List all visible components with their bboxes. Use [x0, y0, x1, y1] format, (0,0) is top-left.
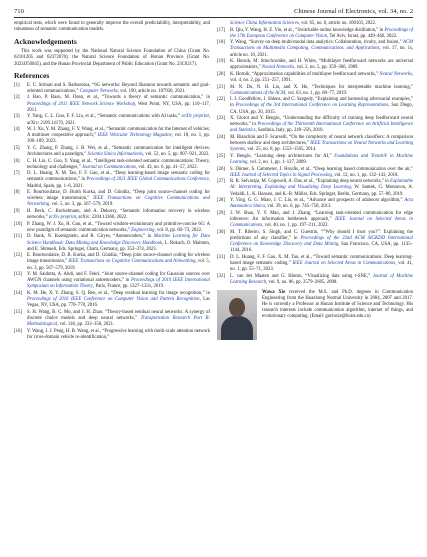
- reference-venue-link[interactable]: Proceedings of 2011 IEEE Network Science Workshop: [27, 101, 135, 107]
- reference-details: , Paris, France, pp. 1327–1331, 2019.: [93, 284, 165, 290]
- reference-list-right: [217, 21, 413, 286]
- reference-item: [217, 21, 413, 27]
- author-bio-body: received the M.S. and Ph.D. degrees in Communication Engineering from the Huazhong Normal University in 2004, 2007 and 2017. He is currently a Professor at Hunan Institute of Science and Technology. His research interests include communication algorithm, internet of things, and evolutionary computing.: [262, 289, 413, 320]
- reference-venue-link[interactable]: Proceedings of the 3rd International Conference on Learning Representations: [235, 103, 389, 109]
- reference-number: [26]: [217, 166, 225, 172]
- author-name: Wawa Xie: [262, 289, 286, 295]
- reference-item: [14, 190, 210, 208]
- reference-item: [14, 127, 210, 145]
- reference-text: C. H. Liu, C. Guo, Y. Yang, et al., “Intelligent task-oriented semantic communications: Theory, technology and challenges,”: [27, 158, 210, 170]
- reference-number: [4]: [14, 127, 20, 133]
- reference-details: , vol. 39, no. 6, pp. 745–758, 2013.: [264, 204, 332, 210]
- reference-item: [217, 274, 413, 286]
- reference-text: Y. Ying, G. G. Miao, J. C. Liu, et al., “Advance and prospects of adaboost algorithm,”: [230, 198, 405, 204]
- reference-number: [14]: [14, 291, 22, 297]
- reference-item: [217, 59, 413, 71]
- reference-number: [25]: [217, 153, 225, 159]
- reference-number: [19]: [217, 59, 225, 65]
- reference-item: [217, 179, 413, 197]
- reference-text: J. Bao, P. Basu, M. Dean, et al., “Towards a theory of semantic communication,” in: [27, 95, 210, 101]
- reference-item: [14, 234, 210, 252]
- reference-details: , vol. 190, article no. 107930, 2021.: [117, 88, 186, 94]
- reference-number: [3]: [14, 114, 20, 120]
- reference-item: [217, 85, 413, 97]
- reference-text: D. Bank, N. Koenigstein, and R. Giryes, “Autoencoders,” in: [27, 234, 154, 240]
- reference-number: [21]: [217, 84, 225, 90]
- reference-details: , San Francisco, CA, USA, pp. 1135–1144, 2016.: [230, 241, 413, 254]
- reference-details: , vol. 43, no. 6, pp. 41–57, 2022.: [135, 164, 198, 170]
- reference-venue-link[interactable]: Proceedings of the Thirteenth International Conference on Artificial Intelligence and Statistics: [230, 122, 413, 134]
- reference-details: , vol. 2, no. 1, pp. 1–127, 2009.: [247, 159, 307, 165]
- left-column: [14, 21, 210, 341]
- reference-text: M. T. Ribeiro, S. Singh, and C. Guestrin, “”Why should I trust you?”: Explaining the predictions of any classifier,” in: [230, 229, 413, 241]
- reference-text: K. Hornik, “Approximation capabilities of multilayer feedforward networks,”: [230, 71, 380, 77]
- reference-text: D. L. Huang, F. F. Gao, X. M. Tao, et al., “Toward semantic communications: Deep learning-based image semantic coding,”: [230, 254, 413, 266]
- reference-venue-link[interactable]: Proceedings of the 22nd ACM SIGKDD International Conference on Knowledge Discovery and Data Mining: [230, 235, 413, 247]
- reference-details: , arXiv: 2109.14170, 2021.: [27, 114, 210, 126]
- reference-item: [217, 198, 413, 210]
- reference-number: [27]: [217, 179, 225, 185]
- reference-text: S. H. Wang, B. C. Mo, and J. H. Zhao, “Theory-based residual neural networks: A synergy of discrete choice models and deep neural networks,”: [27, 309, 210, 322]
- author-bio-text: [262, 290, 413, 340]
- header-rule: [14, 17, 413, 18]
- author-bio: [217, 290, 413, 340]
- reference-venue-link[interactable]: Journal of Machine Learning Research: [230, 273, 413, 285]
- reference-text: J. W. Shao, Y. Y. Mao, and J. Zhang, “Learning task-oriented communication for edge inference: An information bottleneck approach,”: [230, 210, 413, 222]
- reference-number: [32]: [217, 273, 225, 279]
- reference-text: Y. Wang, J. J. Peng, H. B. Wang, et al., “Progressive learning with multi-scale attention network for cross-domain vehicle re-identification,”: [27, 328, 210, 340]
- reference-venue-link[interactable]: arXiv preprint: [181, 114, 209, 120]
- reference-venue-link[interactable]: Proceedings of 2021 IEEE Global Communications Conference: [86, 177, 209, 183]
- reference-venue-link[interactable]: Foundations and Trends® in Machine Learning: [230, 153, 414, 165]
- reference-details: , L. Rokach, O. Maimon, and E. Shmueli, Eds. Springer, Cham, Germany, pp. 353–374, 2023.: [27, 240, 210, 252]
- running-header: [14, 6, 413, 16]
- reference-number: [24]: [217, 134, 225, 140]
- reference-details: , vol. 5, no. 3, pp. 567–579, 2019.: [27, 259, 210, 271]
- reference-venue-link[interactable]: Transportation Research Part B: Methodological: [27, 316, 210, 328]
- reference-item: [14, 171, 210, 189]
- reference-venue-link[interactable]: IEEE Transactions on Cognitive Communications and Networking: [27, 196, 211, 208]
- reference-number: [18]: [217, 40, 225, 46]
- reference-venue-link[interactable]: Machine Learning for Data Science Handbook: Data Mining and Knowledge Discovery Handbook: [27, 234, 210, 246]
- reference-text: E. C. Strinati and S. Barbarossa, “6G networks: Beyond Shannon towards semantic and goal-oriented communications,”: [27, 82, 210, 94]
- reference-text: H. Beck, C. Bockelmann, and A. Dekorsy, “Semantic information recovery in wireless networks,”: [27, 209, 210, 221]
- reference-details: , vol. 5, no. 3, pp. 567–579, 2019.: [49, 202, 114, 208]
- right-column: [217, 21, 413, 340]
- reference-text: D. L. Huang, X. M. Tao, F. F. Gao, et al., “Deep learning-based image semantic coding for semantic communications,” in: [27, 171, 210, 183]
- reference-number: [16]: [14, 328, 22, 334]
- reference-details: , vol. 146, pp. 333–358, 2021.: [57, 322, 115, 328]
- reference-details: , vol. 41, no. 1, pp. 55–71, 2023.: [230, 260, 413, 272]
- reference-details: , vol. 18, no. 1, pp. 100–109, 2023.: [27, 133, 210, 145]
- reference-venue-link[interactable]: IEEE Journal of Selected Topics in Signal Processing: [230, 172, 332, 178]
- reference-details: , vol. 9, no. 86, pp. 2579–2605, 2008.: [266, 279, 338, 285]
- reference-number: [22]: [217, 97, 225, 103]
- reference-number: [2]: [14, 95, 20, 101]
- reference-venue-link[interactable]: Proceedings of the 17th European Conference on Computer Vision: [230, 27, 413, 39]
- reference-venue-link[interactable]: IEEE Journal on Selected Areas in Communications: [230, 216, 413, 229]
- reference-number: [6]: [14, 158, 20, 164]
- reference-text: P. Zhang, W. J. Xu, H. Gao, et al., “Toward wisdom-evolutionary and primitive-concise 6G: A new paradigm of semantic communication networks,”: [27, 221, 210, 233]
- reference-details: , Tel Aviv, Israel, pp. 449–466, 2022.: [327, 33, 398, 39]
- reference-text: E. Bourtsoulatze, D. B. Kurka, and D. Gündüz, “Deep joint source-channel coding for wireless image transmission,”: [27, 253, 210, 265]
- intro-paragraph: empirical tests, which were found to generally improve the overall predictability, interpretability, and robustness of semantic communication models.: [14, 21, 210, 33]
- reference-item: [14, 209, 210, 221]
- ack-paragraph: This work was supported by the National Natural Science Foundation of China (Grant No. 62101205 and 62372070), the Natural Science Foundation of Hunan Province (Grant No. 2023JJ50045), and the Hunan Provincial Department of Public Education (Grant No. 23C0217).: [14, 49, 210, 67]
- reference-text: R. R. Selvaraju, M. Cogswell, A. Das, et al., “Explaining deep neural networks,” in: [230, 179, 391, 185]
- reference-details: , vol. 12, no. 1, pp. 132–143, 2018.: [331, 172, 399, 178]
- reference-item: [217, 230, 413, 255]
- reference-details: , Sardinia, Italy, pp. 249–256, 2010.: [255, 128, 324, 134]
- reference-details: , vol. 65, no. 6, article no. 160103, 2022.: [298, 21, 377, 26]
- reference-item: [217, 116, 413, 134]
- reference-number: [17]: [217, 27, 225, 33]
- reference-text: E. Bourtsoulatze, D. Burth Kurka, and D. Gündüz, “Deep joint source-channel coding for wireless image transmission,”: [27, 190, 210, 202]
- reference-text: Y. Bengio, “Learning deep architectures for AI,”: [230, 153, 335, 159]
- reference-text: L. van der Maaten and G. Hinton, “Visualizing data using t-SNE,”: [230, 273, 373, 279]
- reference-text: S. Dörner, S. Cammerer, J. Hoydis, et al., “Deep learning based communication over the air,”: [230, 166, 413, 172]
- reference-venue-link[interactable]: Explainable AI: Interpreting, Explaining and Visualizing Deep Learning: [230, 179, 413, 191]
- reference-venue-link[interactable]: Science China Information Sciences: [230, 21, 299, 26]
- reference-number: [8]: [14, 190, 20, 196]
- reference-number: [9]: [14, 209, 20, 215]
- reference-text: K. Hornik, M. Stinchcombe, and H. White, “Multilayer feedforward networks are universal approximators,”: [230, 59, 413, 71]
- reference-venue-link[interactable]: IEEE Transactions on Neural Networks and Learning Systems: [230, 141, 413, 153]
- reference-text: B. Qiu, Y. Wang, H. Z. Yin, et al., “Switchable online knowledge distillation,” in: [230, 27, 385, 33]
- reference-venue-link[interactable]: Proceedings of 2019 IEEE International Symposium on Information Theory: [27, 278, 210, 290]
- reference-venue-link[interactable]: arXiv preprint: [48, 215, 77, 221]
- reference-details: , West Point, NY, USA, pp. 110–117, 2011.: [27, 101, 210, 113]
- reference-text: M. N. Du, N. H. Liu, and X. Hu, “Techniques for interpretable machine learning,”: [230, 84, 413, 90]
- reference-number: [28]: [217, 198, 225, 204]
- reference-number: [20]: [217, 71, 225, 77]
- reference-number: [30]: [217, 229, 225, 235]
- reference-venue-link[interactable]: Communications of the ACM: [230, 90, 286, 96]
- reference-item: [217, 167, 413, 179]
- reference-number: [10]: [14, 221, 22, 227]
- reference-details: , San Diego, CA, USA, pp. 20, 2015.: [230, 103, 413, 115]
- reference-item: [217, 72, 413, 84]
- reference-number: [29]: [217, 210, 225, 216]
- reference-number: [5]: [14, 145, 20, 151]
- reference-text: I. J. Goodfellow, J. Shlens, and C. Szegedy, “Explaining and harnessing adversarial examples,” in: [230, 97, 413, 109]
- reference-number: [23]: [217, 116, 225, 122]
- reference-details: , Madrid, Spain, pp. 1–6, 2021.: [27, 177, 210, 189]
- reference-number: [12]: [14, 253, 22, 259]
- reference-venue-link[interactable]: Acta Automatica Sinica: [230, 198, 413, 210]
- reference-item: [14, 253, 210, 271]
- reference-venue-link[interactable]: ACM Transactions on Multimedia Computing, Communications, and Applications: [230, 40, 413, 52]
- reference-item: [14, 95, 210, 113]
- reference-venue-link[interactable]: Engineering: [131, 227, 155, 233]
- reference-details: , vol. 52, no. 5, pp. 907–921, 2022.: [142, 152, 210, 158]
- reference-venue-link[interactable]: Journal on Communications: [81, 164, 136, 170]
- page-number: 710: [14, 7, 24, 15]
- reference-item: [217, 135, 413, 153]
- reference-item: [14, 159, 210, 171]
- reference-details: , vol. 25, no. 8, pp. 1553–1565, 2014.: [245, 147, 317, 153]
- reference-text: Y. C. Zhang, P. Zhang, J. B. Wei, et al., “Semantic communication for intelligent devices: Architectures and a paradigm,”: [27, 145, 210, 158]
- reference-item: [217, 28, 413, 40]
- reference-venue-link[interactable]: IEEE Vehicular Technology Magazine: [97, 133, 172, 139]
- reference-venue-link[interactable]: IEEE Transactions on Cognitive Communications and Networking: [68, 259, 196, 265]
- reference-item: [14, 291, 210, 309]
- reference-item: [217, 255, 413, 273]
- reference-item: [14, 222, 210, 234]
- reference-details: , vol. 8, pp. 60–73, 2022.: [154, 227, 203, 233]
- reference-item: [14, 114, 210, 126]
- reference-item: [14, 83, 210, 95]
- reference-item: [217, 97, 413, 115]
- reference-details: , W. Samek, G. Montavon, A. Vedaldi, L. K. Hansen, and K.-R. Müller, Eds. Springer, Berlin, Germany, pp. 57–80, 2019.: [230, 185, 413, 197]
- reference-venue-link[interactable]: Proceedings of 2016 IEEE Conference on Computer Vision and Pattern Recognition: [27, 297, 200, 303]
- reference-item: [14, 329, 210, 341]
- reference-venue-link[interactable]: Scientia Sinica Informationis: [87, 152, 143, 158]
- reference-details: , arXiv: 2204.13366, 2022.: [76, 215, 128, 221]
- reference-item: [14, 310, 210, 328]
- reference-number: [31]: [217, 254, 225, 260]
- reference-number: [1]: [14, 82, 20, 88]
- reference-list-left: [14, 83, 210, 341]
- reference-venue-link[interactable]: Computer Networks: [79, 88, 118, 94]
- reference-number: [11]: [14, 234, 22, 240]
- reference-details: , vol. 4, no. 2, pp. 251–257, 1991.: [230, 71, 413, 83]
- ack-heading: Acknowledgements: [14, 37, 77, 47]
- reference-item: [217, 211, 413, 229]
- journal-title: Chinese Journal of Electronics, vol. 34, no. 2: [294, 7, 413, 15]
- reference-number: [15]: [14, 309, 22, 315]
- reference-venue-link[interactable]: IEEE Journal on Selected Areas in Communications: [292, 260, 396, 266]
- reference-number: [7]: [14, 171, 20, 177]
- reference-item: [217, 40, 413, 58]
- reference-venue-link[interactable]: Neural Networks: [261, 65, 295, 71]
- reference-text: Y. Yang, C. L. Guo, F. F. Liu, et al., “Semantic communications with AI tasks,”: [27, 114, 182, 120]
- reference-text: W. J. Xu, Y. M. Zhang, F. Y. Wang, et al., “Semantic communication for the Internet of vehicles: A multiuser cooperative approach,”: [27, 127, 210, 139]
- reference-item: [217, 154, 413, 166]
- reference-text: Y. M. Saidutta, A. Abdi, and F. Fekri, “Joint source-channel coding for Gaussian sources over AWGN channels using variational autoencoders,” in: [27, 272, 210, 284]
- reference-details: , vol. 63, no. 1, pp. 68–77, 2019.: [285, 90, 348, 96]
- reference-text: X. Glorot and Y. Bengio, “Understanding the difficulty of training deep feedforward neural networks,” in: [230, 116, 413, 128]
- reference-details: , Las Vegas, NV, USA, pp. 770–778, 2016.: [27, 297, 211, 309]
- reference-details: , vol. 17, no. 1s, article no. 10, 2021.: [230, 46, 413, 58]
- reference-item: [14, 272, 210, 290]
- author-email: (Email: gavinxie@hnist.edu.cn): [309, 314, 371, 320]
- reference-details: , vol. 40, no. 1, pp. 197–211, 2022.: [262, 223, 329, 229]
- references-heading: References: [14, 70, 50, 80]
- author-photo: [217, 290, 257, 340]
- reference-venue-link[interactable]: Neural Networks: [379, 71, 412, 77]
- reference-item: [14, 146, 210, 158]
- reference-details: , vol. 2, no. 5, pp. 359–366, 1989.: [294, 65, 359, 71]
- reference-number: [13]: [14, 272, 22, 278]
- reference-text: Y. Wang, “Survey on deep multi-modal data analytics: Collaboration, rivalry, and fusion,”: [230, 40, 403, 46]
- reference-text: K. M. He, X. Y. Zhang, S. Q. Ren, et al., “Deep residual learning for image recognition,” in: [27, 291, 210, 297]
- reference-text: M. Bianchini and F. Scarselli, “On the complexity of neural network classifiers: A comparison between shallow and deep architectures,”: [230, 134, 413, 147]
